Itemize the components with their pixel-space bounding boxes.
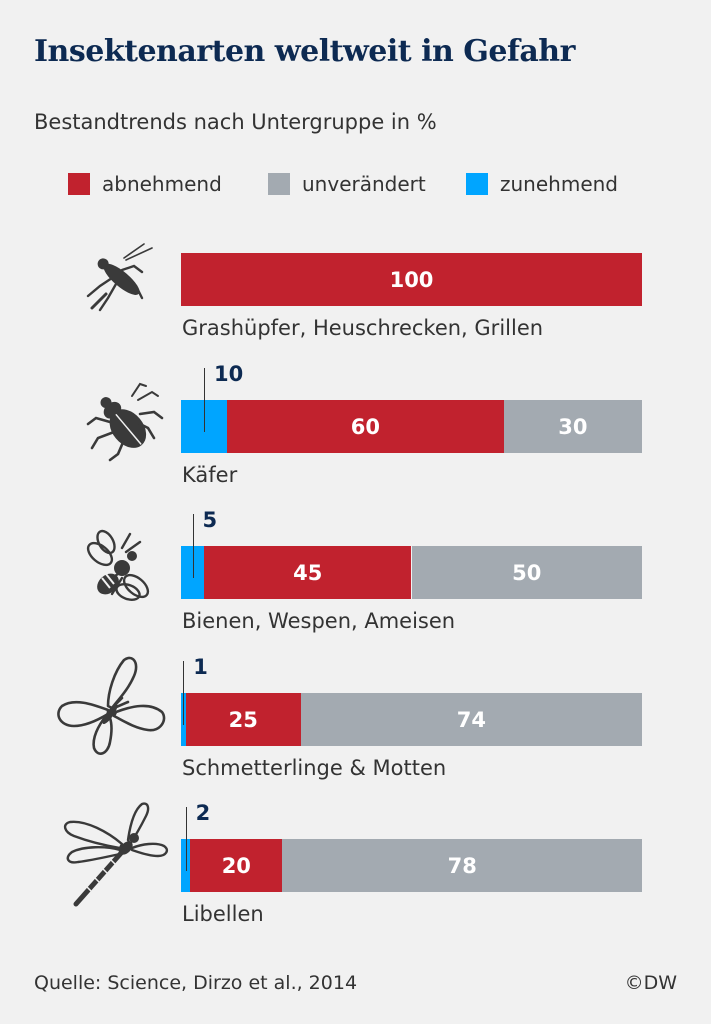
legend-item-unveraendert [268,172,426,196]
legend-swatch-abnehmend [68,173,90,195]
bar-unveraendert-5 [282,839,642,892]
legend-label-zunehmend: zunehmend [500,172,618,196]
data-label-unveraendert-5: 78 [447,853,477,878]
data-label-abnehmend-5: 20 [221,853,251,878]
data-label-unveraendert-3: 50 [512,560,542,585]
bar-unveraendert-3 [412,546,643,599]
bar-abnehmend-4 [186,693,301,746]
category-label-4: Schmetterlinge & Motten [182,756,447,780]
category-label-5: Libellen [182,902,264,926]
copyright: ©DW [624,972,677,994]
legend [0,172,711,202]
category-label-2: Käfer [182,463,238,487]
butterfly-icon [52,654,168,764]
bar-unveraendert-4 [301,693,642,746]
legend-swatch-unveraendert [268,173,290,195]
legend-item-zunehmend [466,172,618,196]
callout-line-2 [204,368,205,432]
data-label-zunehmend-3: 5 [202,508,218,532]
callout-line-4 [183,661,184,725]
data-label-abnehmend-1: 100 [389,267,434,292]
grasshopper-icon [78,236,162,320]
data-label-zunehmend-4: 1 [193,655,208,679]
beetle-icon [80,378,168,466]
dragonfly-icon [56,800,174,918]
bar-abnehmend-1 [181,253,642,306]
callout-line-5 [186,807,187,871]
category-label-1: Grashüpfer, Heuschrecken, Grillen [182,316,544,340]
bar-abnehmend-5 [190,839,282,892]
category-label-3: Bienen, Wespen, Ameisen [182,609,456,633]
data-label-zunehmend-5: 2 [195,801,211,825]
legend-label-unveraendert: unverändert [302,172,426,196]
legend-item-abnehmend [68,172,222,196]
data-label-abnehmend-2: 60 [350,414,380,439]
data-label-abnehmend-3: 45 [293,560,323,585]
callout-line-3 [193,514,194,578]
legend-swatch-zunehmend [466,173,488,195]
data-label-abnehmend-4: 25 [228,707,258,732]
data-label-zunehmend-2: 10 [214,362,244,386]
bar-abnehmend-3 [204,546,411,599]
chart-subtitle: Bestandtrends nach Untergruppe in % [34,110,437,134]
data-label-unveraendert-2: 30 [558,414,588,439]
source-note: Quelle: Science, Dirzo et al., 2014 [34,972,358,994]
legend-label-abnehmend: abnehmend [102,172,222,196]
bee-icon [80,528,160,608]
bar-abnehmend-2 [227,400,504,453]
data-label-unveraendert-4: 74 [456,707,487,732]
bar-unveraendert-2 [504,400,642,453]
chart-title: Insektenarten weltweit in Gefahr [34,34,575,69]
